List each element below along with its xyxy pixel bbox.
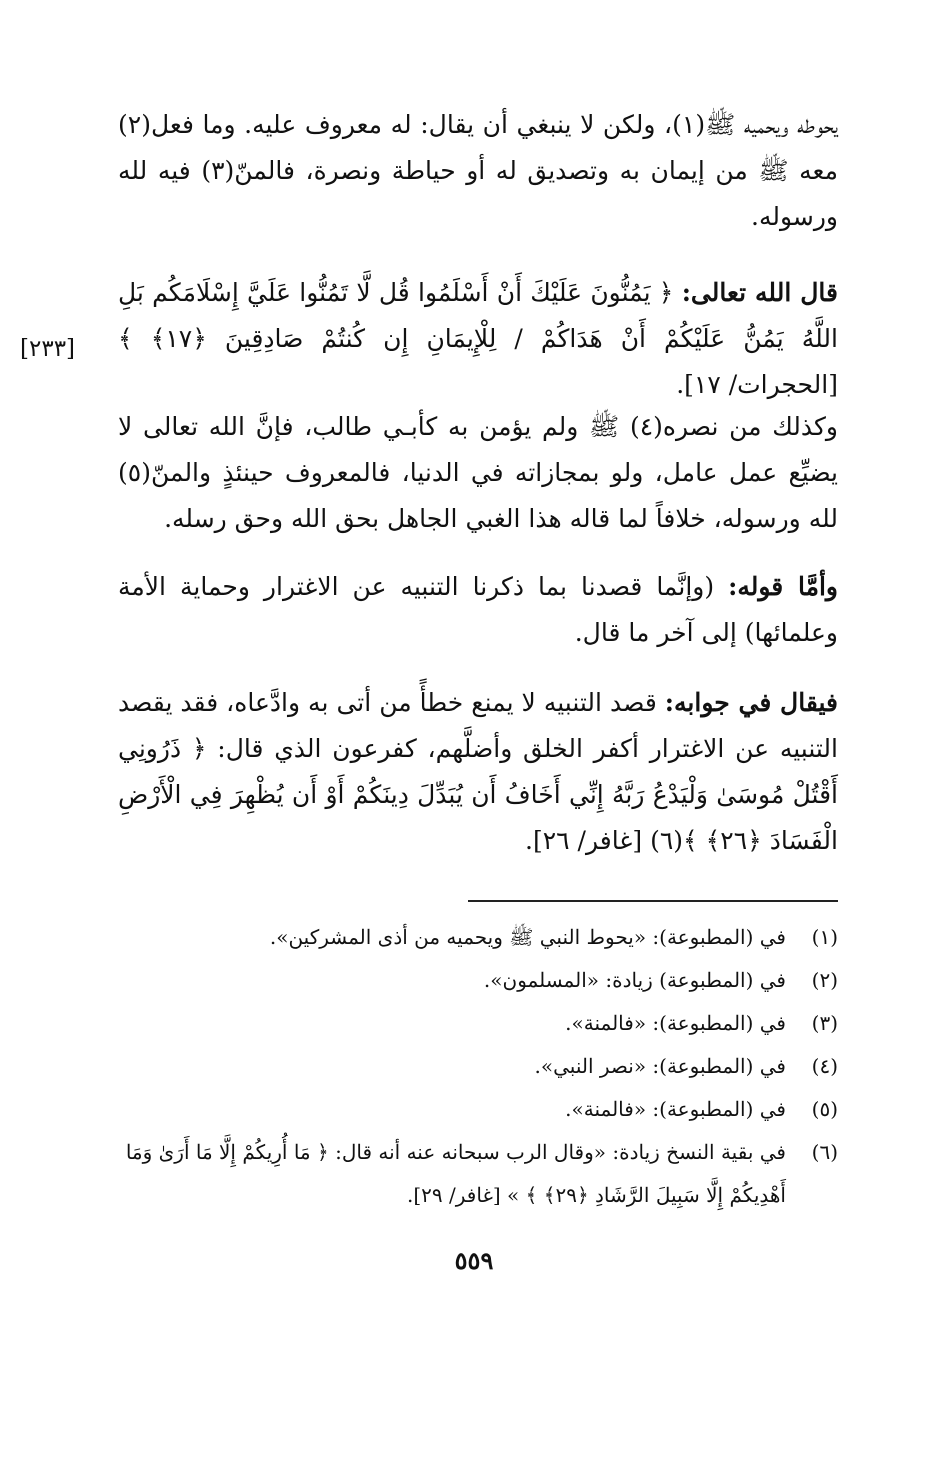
footnote-text: في (المطبوعة) زيادة: «المسلمون». (483, 968, 786, 992)
paragraph-4-text: (وإنَّما قصدنا بما ذكرنا التنبيه عن الاغترار وحماية الأمة وعلمائها) إلى آخر ما قال. (118, 572, 838, 647)
footnote-number: (١) (811, 925, 838, 949)
footnote-number: (٤) (811, 1054, 838, 1078)
footnote-5 (112, 1088, 838, 1131)
paragraph-1-text: يحوطه ويحميه ﷺ(١)، ولكن لا ينبغي أن يقال: له معروف عليه. وما فعل(٢) معه ﷺ من إيمان به وتصديق له أو حياطة ونصرة، فالمنّ(٣) فيه لله ورسوله. (118, 110, 838, 231)
footnote-6 (112, 1131, 838, 1217)
footnote-text: في (المطبوعة): «فالمنة». (565, 1011, 786, 1035)
paragraph-3 (118, 404, 838, 542)
paragraph-1 (118, 102, 838, 240)
footnote-2 (112, 959, 838, 1002)
footnote-number: (٥) (811, 1097, 838, 1121)
footnote-text: في (المطبوعة): «فالمنة». (565, 1097, 786, 1121)
paragraph-2 (118, 270, 838, 408)
footnote-4 (112, 1045, 838, 1088)
footnote-text: في بقية النسخ زيادة: «وقال الرب سبحانه عنه أنه قال: ﴿ مَا أُرِيكُمْ إِلَّا مَا أَرَىٰ وَمَا أَهْدِيكُمْ إِلَّا سَبِيلَ الرَّشَادِ ﴿٢٩﴾ ﴾ » [غافر/ ٢٩]. (125, 1140, 786, 1207)
footnote-text: في (المطبوعة): «يحوط النبي ﷺ ويحميه من أذى المشركين». (269, 925, 786, 949)
paragraph-5-lead: فيقال في جوابه: (664, 688, 838, 717)
paragraph-2-lead: قال الله تعالى: (681, 278, 838, 307)
paragraph-2-text: ﴿ يَمُنُّونَ عَلَيْكَ أَنْ أَسْلَمُوا قُل لَّا تَمُنُّوا عَلَيَّ إِسْلَامَكُم بَلِ اللَّهُ يَمُنُّ عَلَيْكُمْ أَنْ هَدَاكُمْ / لِلْإِيمَانِ إِن كُنتُمْ صَادِقِينَ ﴿١٧﴾ ﴾ [الحجرات/ ١٧]. (118, 278, 838, 399)
footnotes (112, 916, 838, 1217)
paragraph-5 (118, 680, 838, 864)
paragraph-4 (118, 564, 838, 656)
paragraph-5-text: قصد التنبيه لا يمنع خطأً من أتى به وادَّعاه، فقد يقصد التنبيه عن الاغترار أكفر الخلق وأضلَّهم، كفرعون الذي قال: ﴿ ذَرُونِي أَقْتُلْ مُوسَىٰ وَلْيَدْعُ رَبَّهُ إِنِّي أَخَافُ أَن يُبَدِّلَ دِينَكُمْ أَوْ أَن يُظْهِرَ فِي الْأَرْضِ الْفَسَادَ ﴿٢٦﴾ ﴾(٦) [غافر/ ٢٦]. (118, 688, 838, 855)
footnote-separator (468, 900, 838, 902)
footnote-1 (112, 916, 838, 959)
footnote-number: (٦) (811, 1140, 838, 1164)
margin-page-reference: [٢٣٣] (20, 336, 76, 362)
page-number: ٥٥٩ (454, 1246, 494, 1275)
paragraph-4-lead: وأمَّا قوله: (728, 572, 838, 601)
footnote-number: (٣) (811, 1011, 838, 1035)
footnote-number: (٢) (811, 968, 838, 992)
footnote-text: في (المطبوعة): «نصر النبي». (534, 1054, 786, 1078)
footnote-3 (112, 1002, 838, 1045)
paragraph-3-text: وكذلك من نصره(٤) ﷺ ولم يؤمن به كأبـي طالب، فإنَّ الله تعالى لا يضيِّع عمل عامل، ولو بمجازاته في الدنيا، فالمعروف حينئذٍ والمنّ(٥) لله ورسوله، خلافاً لما قاله هذا الغبي الجاهل بحق الله وحق رسله. (118, 412, 838, 533)
